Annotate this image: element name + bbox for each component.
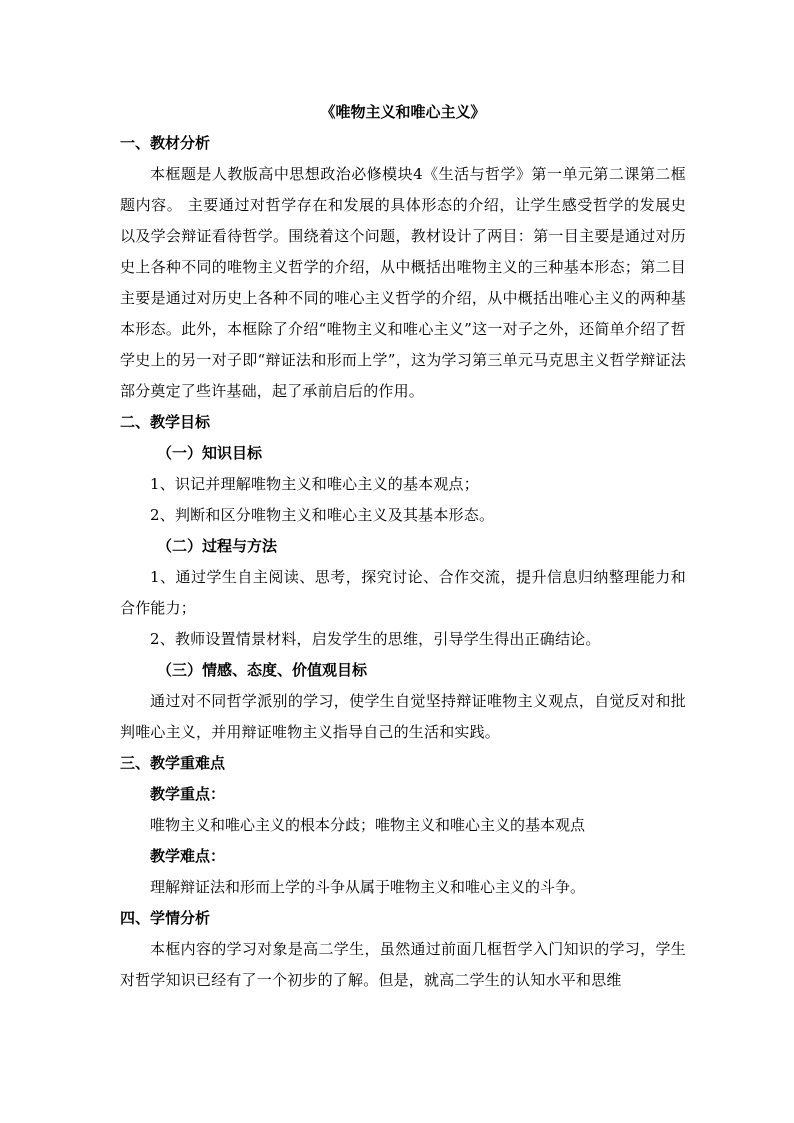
label-difficult-points: 教学难点： (150, 847, 226, 865)
section-heading-learner-analysis: 四、学情分析 (120, 909, 211, 927)
list-item-knowledge-2: 2、判断和区分唯物主义和唯心主义及其基本形态。 (150, 506, 495, 524)
section-heading-teaching-goals: 二、教学目标 (120, 413, 211, 431)
section-heading-key-difficult-points: 三、教学重难点 (120, 754, 226, 772)
section-heading-textbook-analysis: 一、教材分析 (120, 134, 211, 152)
paragraph-textbook-analysis: 本框题是人教版高中思想政治必修模块4《生活与哲学》第一单元第二课第二框题内容。 主要通过对哲学存在和发展的具体形态的介绍，让学生感受哲学的发展史以及学会辩证看待哲学。围绕着这个问题，教材设计了两目：第一目主要是通过对历史上各种不同的唯物主义哲学的介绍，从中概括出唯物主义的三种基本形态；第二目主要是通过对历史上各种不同的唯心主义哲学的介绍，从中概括出唯心主义的两种基本形态。此外，本框除了介绍“唯物主义和唯心主义”这一对子之外，还简单介绍了哲学史上的另一对子即“辩证法和形而上学”，这为学习第三单元马克思主义哲学辩证法部分奠定了些许基础，起了承前启后的作用。 (120, 165, 686, 400)
subheading-process-methods: （二）过程与方法 (157, 537, 278, 555)
paragraph-values-goals: 通过对不同哲学派别的学习，使学生自觉坚持辩证唯物主义观点，自觉反对和批判唯心主义，并用辩证唯物主义指导自己的生活和实践。 (120, 692, 686, 741)
document-body (120, 97, 686, 996)
text-difficult-points: 理解辩证法和形而上学的斗争从属于唯物主义和唯心主义的斗争。 (150, 878, 586, 896)
subheading-values-goals: （三）情感、态度、价值观目标 (157, 661, 368, 679)
label-key-points: 教学重点： (150, 785, 226, 803)
list-item-process-2: 2、教师设置情景材料，启发学生的思维，引导学生得出正确结论。 (150, 630, 601, 648)
list-item-process-1: 1、通过学生自主阅读、思考，探究讨论、合作交流，提升信息归纳整理能力和合作能力； (120, 568, 686, 617)
text-key-points: 唯物主义和唯心主义的根本分歧；唯物主义和唯心主义的基本观点 (150, 816, 586, 834)
subheading-knowledge-goals: （一）知识目标 (157, 444, 263, 462)
list-item-knowledge-1: 1、识记并理解唯物主义和唯心主义的基本观点； (150, 475, 479, 493)
paragraph-learner-analysis: 本框内容的学习对象是高二学生，虽然通过前面几框哲学入门知识的学习，学生对哲学知识已经有了一个初步的了解。但是，就高二学生的认知水平和思维 (120, 940, 686, 989)
document-title: 《唯物主义和唯心主义》 (320, 103, 486, 121)
